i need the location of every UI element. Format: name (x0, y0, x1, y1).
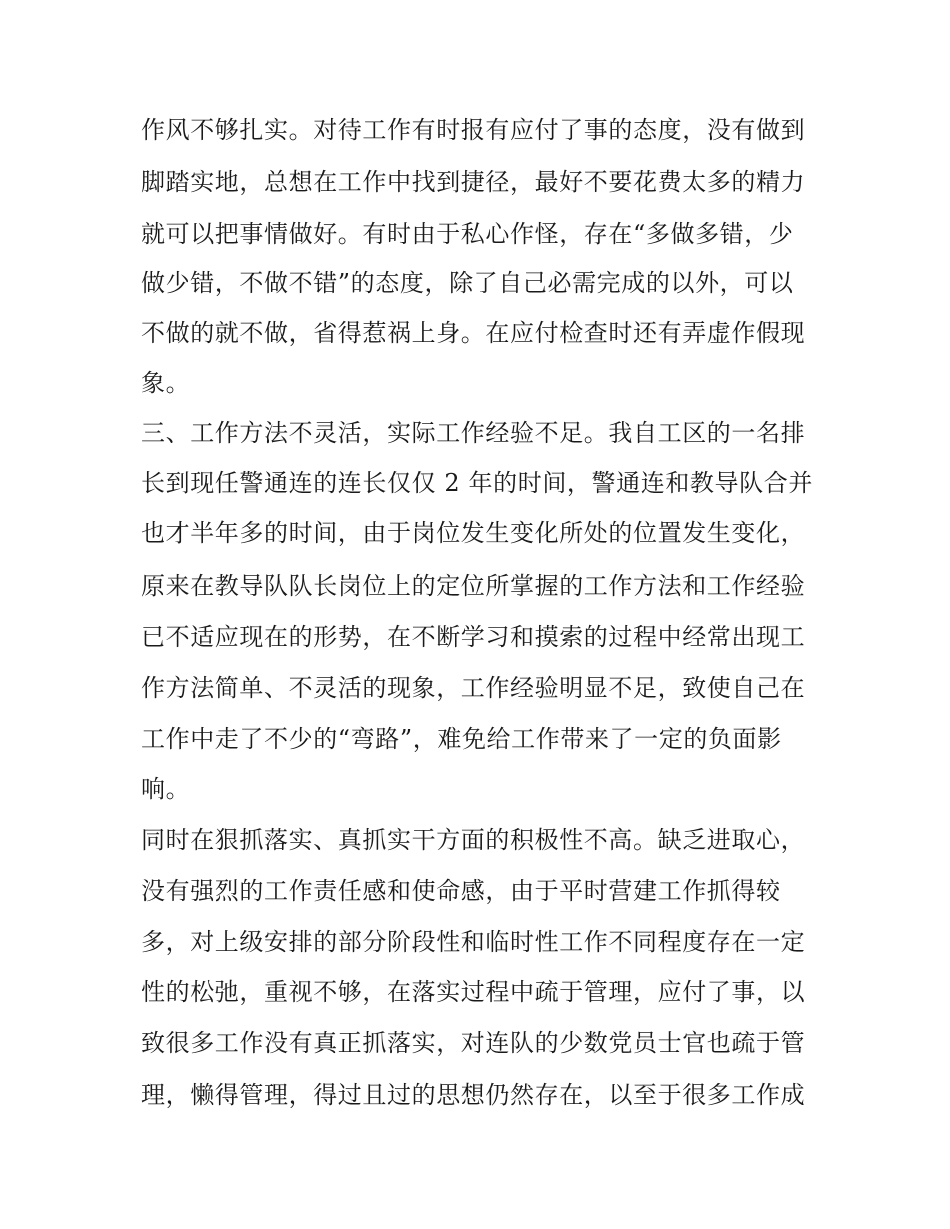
text-line: 已不适应现在的形势，在不断学习和摸索的过程中经常出现工 (141, 623, 806, 651)
text-line: 响。 (141, 775, 191, 803)
text-line: 做少错，不做不错”的态度，除了自己必需完成的以外，可以 (141, 269, 794, 297)
text-line: 脚踏实地，总想在工作中找到捷径，最好不要花费太多的精力 (141, 168, 806, 196)
text-line: 三、工作方法不灵活，实际工作经验不足。我自工区的一名排 (141, 419, 806, 447)
text-line: 理，懒得管理，得过且过的思想仍然存在，以至于很多工作成 (141, 1081, 806, 1109)
text-line: 不做的就不做，省得惹祸上身。在应付检查时还有弄虚作假现 (141, 319, 806, 347)
text-line: 致很多工作没有真正抓落实，对连队的少数党员士官也疏于管 (141, 1029, 806, 1057)
text-line: 多，对上级安排的部分阶段性和临时性工作不同程度存在一定 (141, 928, 806, 956)
text-line: 长到现任警通连的连长仅仅 2 年的时间，警通连和教导队合并 (141, 469, 813, 497)
text-line: 也才半年多的时间，由于岗位发生变化所处的位置发生变化， (141, 519, 806, 547)
text-line: 原来在教导队队长岗位上的定位所掌握的工作方法和工作经验 (141, 572, 806, 600)
text-line: 没有强烈的工作责任感和使命感，由于平时营建工作抓得较 (141, 877, 781, 905)
text-line: 工作中走了不少的“弯路”，难免给工作带来了一定的负面影 (141, 725, 782, 753)
text-line: 象。 (141, 369, 191, 397)
text-line: 同时在狠抓落实、真抓实干方面的积极性不高。缺乏进取心， (141, 826, 806, 854)
text-line: 作方法简单、不灵活的现象，工作经验明显不足，致使自己在 (141, 674, 806, 702)
text-line: 就可以把事情做好。有时由于私心作怪，存在“多做多错，少 (141, 220, 794, 248)
text-line: 作风不够扎实。对待工作有时报有应付了事的态度，没有做到 (141, 116, 806, 144)
text-line: 性的松弛，重视不够，在落实过程中疏于管理，应付了事，以 (141, 978, 806, 1006)
